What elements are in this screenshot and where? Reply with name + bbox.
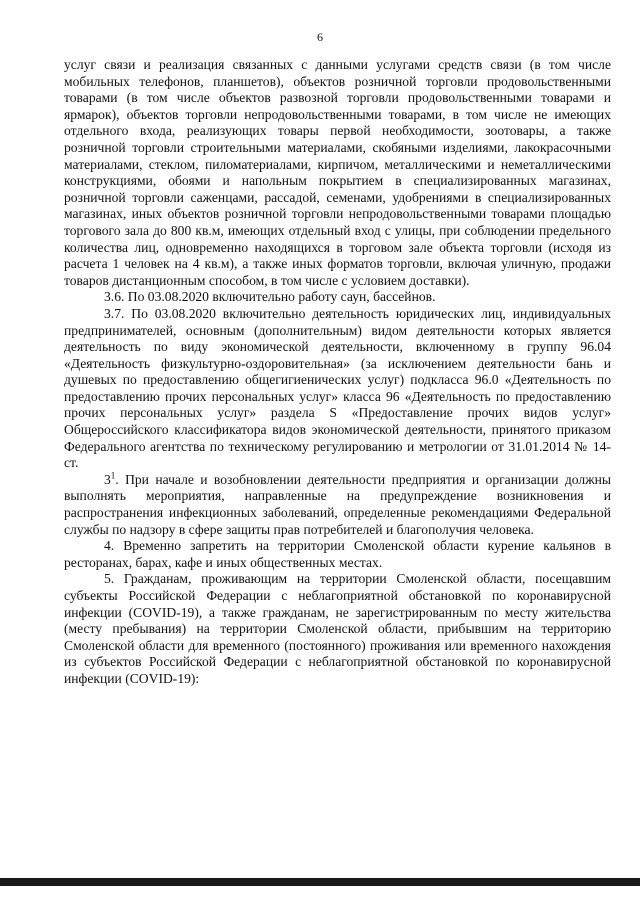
page-number: 6 [317, 30, 323, 44]
item-text: . При начале и возобновлении деятельности предприятия и организации должны выполнять мероприятия, направленные на предупреждение возникновения и распространения инфекционных заболеваний, определенные рекомендациями Федеральной службы по надзору в сфере защиты прав потребителей и благополучия человека. [64, 471, 611, 537]
paragraph-item-3-1 [64, 472, 611, 538]
document-body [64, 57, 611, 688]
scan-edge-bar [0, 878, 640, 886]
paragraph-continuation: услуг связи и реализация связанных с данными услугами средств связи (в том числе мобильных телефонов, планшетов), объектов розничной торговли продовольственными товарами (в том числе объектов развозной торговли продовольственными товарами и ярмарок), объектов торговли непродовольственными товарами, в том числе не имеющих отдельного входа, реализующих товары первой необходимости, зоотовары, а также розничной торговли строительными материалами, скобяными изделиями, лакокрасочными материалами, стеклом, пиломатериалами, кирпичом, металлическими и неметаллическими конструкциями, обоями и напольным покрытием в специализированных магазинах, розничной торговли саженцами, рассадой, семенами, удобрениями в специализированных магазинах, иных объектов розничной торговли непродовольственными товарами площадью торгового зала до 800 кв.м, имеющих отдельный вход с улицы, при соблюдении предельного количества лиц, одновременно находящихся в торговом зале объекта торговли (исходя из расчета 1 человек на 4 кв.м), а также иных форматов торговли, включая уличную, продажи товаров дистанционным способом, в том числе с условием доставки). [64, 57, 611, 288]
paragraph-item-4: 4. Временно запретить на территории Смоленской области курение кальянов в ресторанах, барах, кафе и иных общественных местах. [64, 538, 611, 570]
paragraph-item-3-6: 3.6. По 03.08.2020 включительно работу саун, бассейнов. [104, 289, 436, 305]
paragraph-item-3-7: 3.7. По 03.08.2020 включительно деятельность юридических лиц, индивидуальных предпринимателей, основным (дополнительным) видом деятельности которых является деятельность по виду экономической деятельности, включенному в группу 96.04 «Деятельность физкультурно-оздоровительная» (за исключением деятельности бань и душевых по предоставлению общегигиенических услуг) подкласса 96.0 «Деятельность по предоставлению прочих персональных услуг» класса 96 «Деятельность по предоставлению прочих персональных услуг» раздела S «Предоставление прочих видов услуг» Общероссийского классификатора видов экономической деятельности, принятого приказом Федерального агентства по техническому регулированию и метрологии от 31.01.2014 № 14-ст. [64, 305, 611, 471]
item-number: 3 [104, 471, 111, 487]
paragraph-item-5: 5. Гражданам, проживающим на территории Смоленской области, посещавшим субъекты Российской Федерации с неблагоприятной обстановкой по коронавирусной инфекции (COVID-19), а также гражданам, не зарегистрированным по месту жительства (месту пребывания) на территории Смоленской области, прибывшим на территорию Смоленской области для временного (постоянного) проживания или временного нахождения из субъектов Российской Федерации с неблагоприятной обстановкой по коронавирусной инфекции (COVID-19): [64, 571, 611, 686]
item-superscript: 1 [110, 470, 116, 481]
